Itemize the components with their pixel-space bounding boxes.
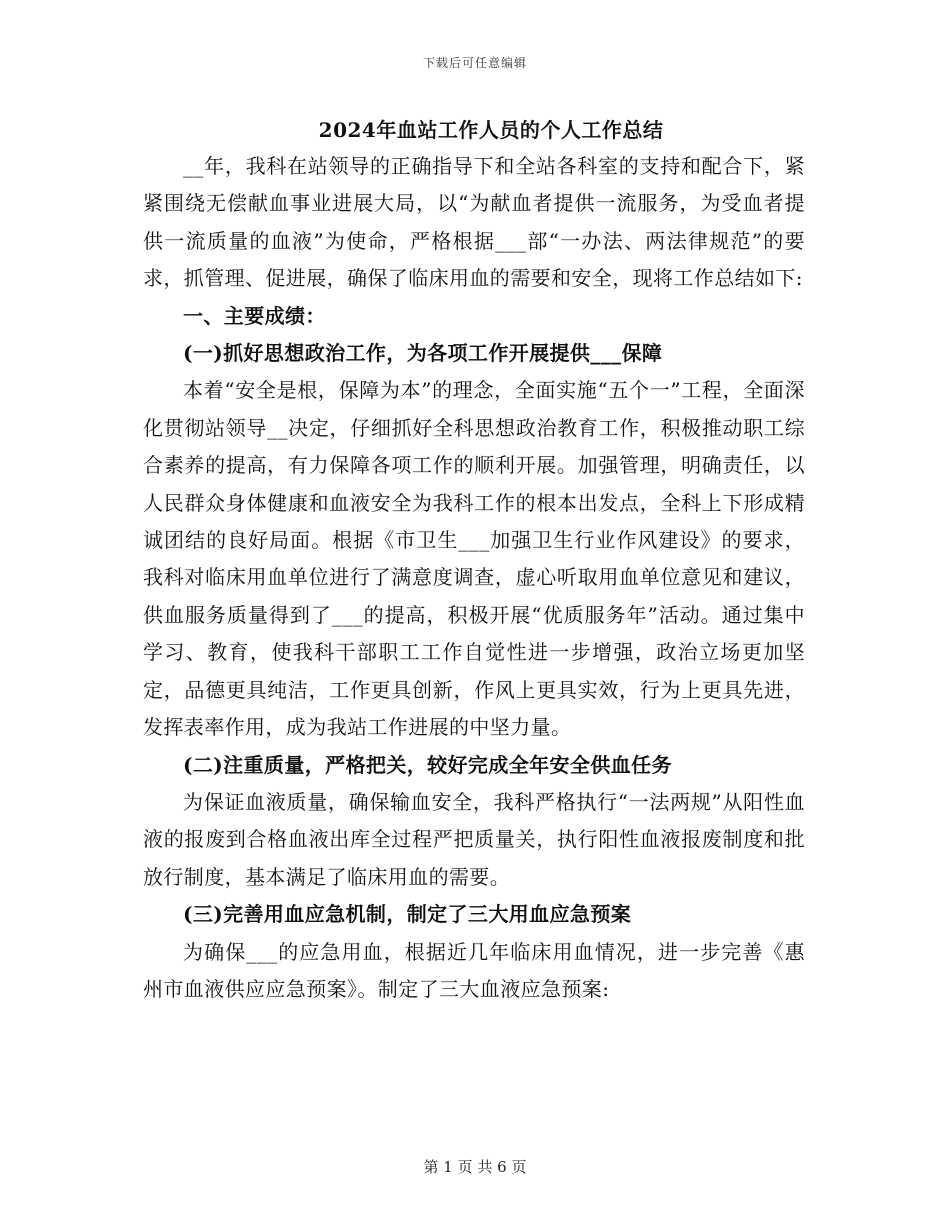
intro-paragraph: __年，我科在站领导的正确指导下和全站各科室的支持和配合下，紧紧围绕无偿献血事业进展大局，以“为献血者提供一流服务，为受血者提供一流质量的血液”为使命，严格根据___部“一办法、两法律规范”的要求，抓管理、促进展，确保了临床用血的需要和安全，现将工作总结如下: xyxy=(143,154,805,291)
page-number: 第 1 页 共 6 页 xyxy=(423,1158,527,1176)
header-note: 下载后可任意编辑 xyxy=(422,56,527,70)
document-title: 2024年血站工作人员的个人工作总结 xyxy=(318,118,664,142)
subsection-heading-3: (三)完善用血应急机制，制定了三大用血应急预案 xyxy=(183,902,632,927)
section-heading-main-achievements: 一、主要成绩： xyxy=(183,303,326,328)
document-body xyxy=(143,112,805,1008)
subsection-heading-1: (一)抓好思想政治工作，为各项工作开展提供___保障 xyxy=(183,341,663,366)
subsection-body-2: 为保证血液质量，确保输血安全，我科严格执行“一法两规”从阳性血液的报废到合格血液出库全过程严把质量关，执行阳性血液报废制度和批放行制度，基本满足了临床用血的需要。 xyxy=(143,789,805,889)
subsection-body-1: 本着“安全是根，保障为本”的理念，全面实施“五个一”工程，全面深化贯彻站领导__决定，仔细抓好全科思想政治教育工作，积极推动职工综合素养的提高，有力保障各项工作的顺利开展。加强管理，明确责任，以人民群众身体健康和血液安全为我科工作的根本出发点，全科上下形成精诚团结的良好局面。根据《市卫生___加强卫生行业作风建设》的要求，我科对临床用血单位进行了满意度调查，虚心听取用血单位意见和建议，供血服务质量得到了___的提高，积极开展“优质服务年”活动。通过集中学习、教育，使我科干部职工工作自觉性进一步增强，政治立场更加坚定，品德更具纯洁，工作更具创新，作风上更具实效，行为上更具先进，发挥表率作用，成为我站工作进展的中坚力量。 xyxy=(143,378,805,740)
subsection-heading-2: (二)注重质量，严格把关，较好完成全年安全供血任务 xyxy=(183,752,672,777)
subsection-body-3: 为确保___的应急用血，根据近几年临床用血情况，进一步完善《惠州市血液供应应急预案》。制定了三大血液应急预案: xyxy=(143,939,805,1001)
